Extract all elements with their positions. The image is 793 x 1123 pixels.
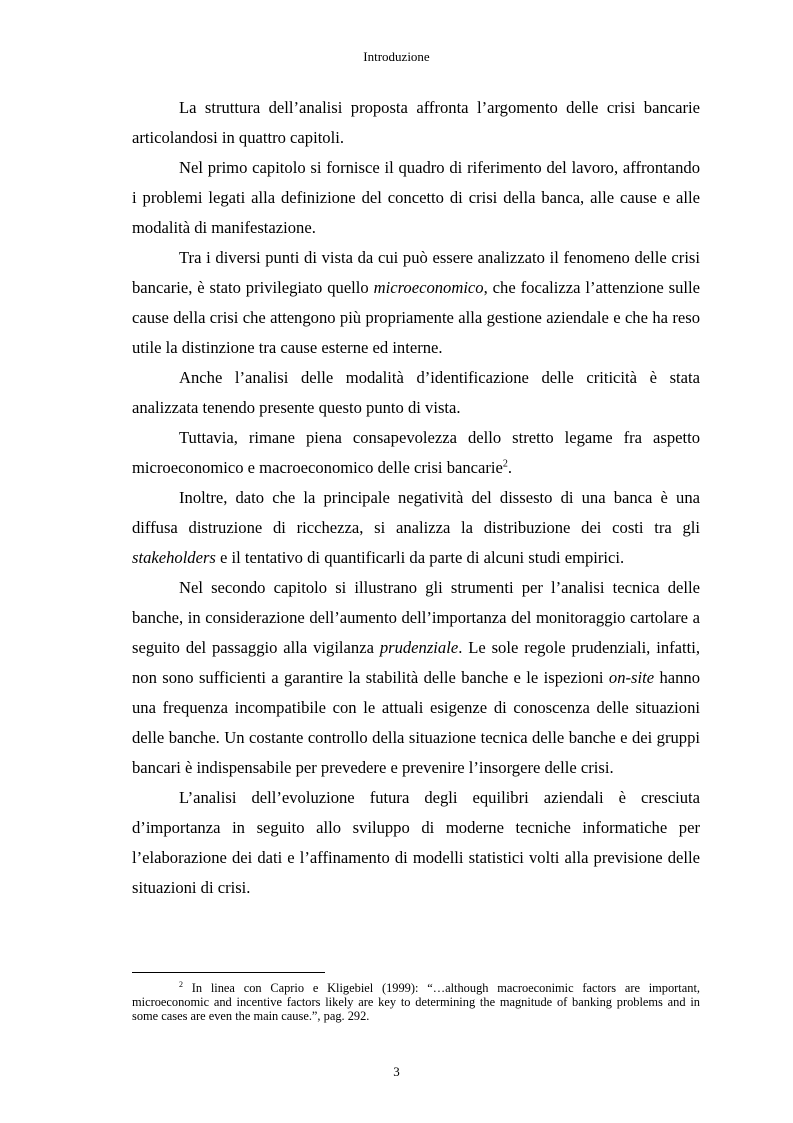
text-segment: e il tentativo di quantificarli da parte di alcuni studi empirici. <box>215 548 625 567</box>
text-segment: Nel secondo capitolo si illustrano gli strumenti per l’analisi tecnica delle banche, in considerazione dell’aumento dell’importanza del monitoraggio cartolare a seguito del passaggio alla vigilanza <box>132 578 700 657</box>
footnote <box>132 981 700 1023</box>
text-segment: Tra i diversi punti di vista da cui può essere analizzato il fenomeno delle crisi bancarie, è stato privilegiato quello <box>132 248 700 297</box>
italic-term: stakeholders <box>132 548 216 567</box>
paragraph <box>132 153 700 243</box>
body-text <box>132 93 700 903</box>
paragraph <box>132 243 700 363</box>
paragraph <box>132 573 700 783</box>
running-header: Introduzione <box>363 49 430 64</box>
text-segment: . Le sole regole prudenziali, infatti, non sono sufficienti a garantire la stabilità delle banche e le ispezioni <box>132 638 700 687</box>
footnote-text: In linea con Caprio e Kligebiel (1999): “…although macroeconimic factors are important, microeconomic and incentive factors likely are key to determining the magnitude of banking problems and in some cases are even the main cause.”, pag. 292. <box>132 981 700 1023</box>
footnote-reference: 2 <box>502 458 508 470</box>
text-segment: Anche l’analisi delle modalità d’identificazione delle criticità è stata analizzata tenendo presente questo punto di vista. <box>132 368 700 417</box>
text-segment: Inoltre, dato che la principale negatività del dissesto di una banca è una diffusa distruzione di ricchezza, si analizza la distribuzione dei costi tra gli <box>132 488 700 537</box>
text-segment: hanno una frequenza incompatibile con le attuali esigenze di conoscenza delle situazioni delle banche. Un costante controllo della situazione tecnica delle banche e dei gruppi bancari è indispensabile per prevedere e prevenire l’insorgere delle crisi. <box>132 668 700 777</box>
paragraph <box>132 423 700 483</box>
footnote-2 <box>132 981 700 1023</box>
paragraph <box>132 783 700 903</box>
italic-term: prudenziale <box>379 638 459 657</box>
text-segment: . <box>507 458 513 477</box>
text-segment: L’analisi dell’evoluzione futura degli equilibri aziendali è cresciuta d’importanza in seguito allo sviluppo di moderne tecniche informatiche per l’elaborazione dei dati e l’affinamento di modelli statistici volti alla previsione delle situazioni di crisi. <box>132 788 700 897</box>
text-segment: La struttura dell’analisi proposta affronta l’argomento delle crisi bancarie articolandosi in quattro capitoli. <box>132 98 700 147</box>
paragraph <box>132 93 700 153</box>
paragraph <box>132 363 700 423</box>
italic-term: on-site <box>608 668 655 687</box>
text-segment: Nel primo capitolo si fornisce il quadro di riferimento del lavoro, affrontando i problemi legati alla definizione del concetto di crisi della banca, alle cause e alle modalità di manifestazione. <box>132 158 700 237</box>
footnote-marker: 2 <box>179 979 183 989</box>
text-segment: , che focalizza l’attenzione sulle cause della crisi che attengono più propriamente alla gestione aziendale e che ha reso utile la distinzione tra cause esterne ed interne. <box>132 278 700 357</box>
footnote-separator <box>132 972 325 973</box>
text-segment: Tuttavia, rimane piena consapevolezza dello stretto legame fra aspetto microeconomico e macroeconomico delle crisi bancarie <box>132 428 700 477</box>
page-number: 3 <box>393 1064 400 1079</box>
paragraph <box>132 483 700 573</box>
italic-term: microeconomico <box>373 278 484 297</box>
